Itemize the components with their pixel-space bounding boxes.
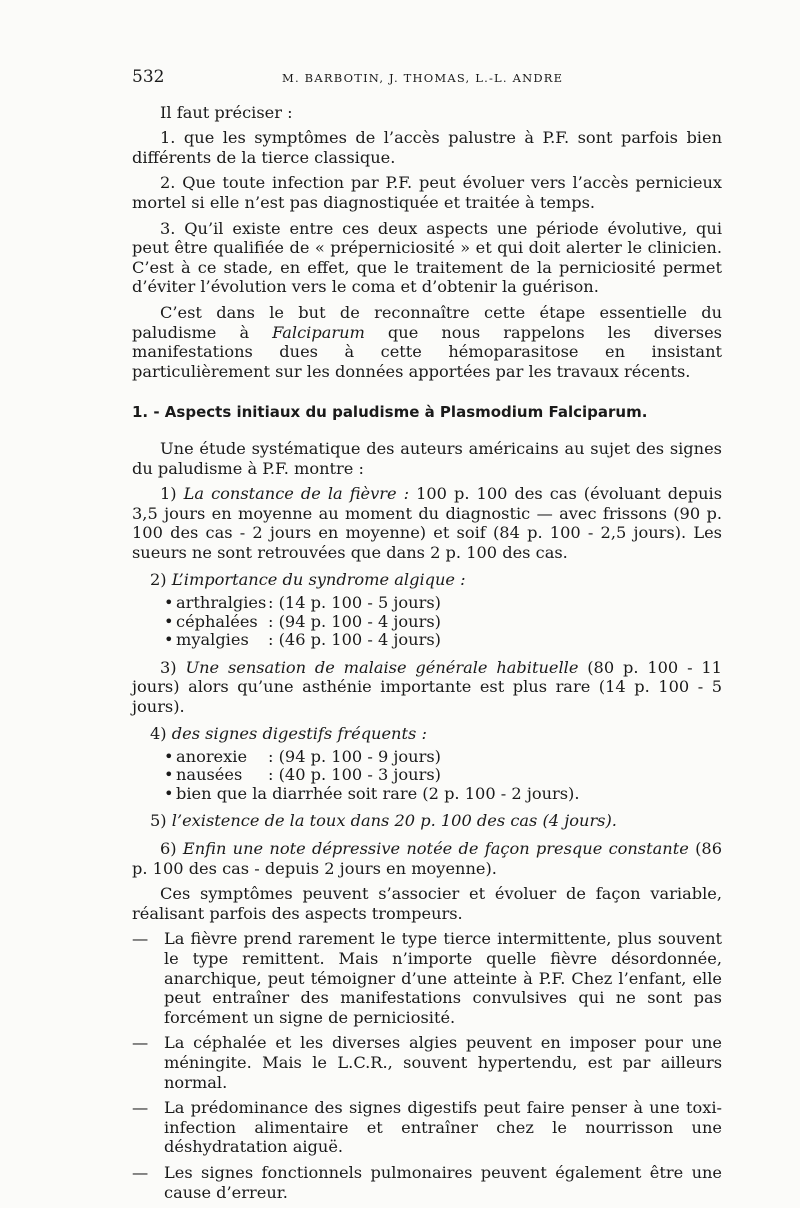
list-item: — La fièvre prend rarement le type tierce intermittente, plus souvent le type remittent. Mais n’importe quelle fièvre désordonnée, anarchique, peut témoigner d’une atteinte à P.F. Chez l’enfant, elle peut entraîner des manifestations convulsives qui ne sont pas forcément un signe de perniciosité. <box>132 929 722 1027</box>
summary: Ces symptômes peuvent s’associer et évoluer de façon variable, réalisant parfois des aspects trompeurs. <box>132 884 722 923</box>
list-item: • céphalées : (94 p. 100 - 4 jours) <box>164 611 441 631</box>
intro-point-1: 1. que les symptômes de l’accès palustre à P.F. sont parfois bien différents de la tierce classique. <box>132 128 722 167</box>
item-1: 1) La constance de la fièvre : 100 p. 100 des cas (évoluant depuis 3,5 jours en moyenne au moment du diagnostic — avec frissons (90 p. 100 des cas - 2 jours en moyenne) et soif (84 p. 100 - 2,5 jours). Les sueurs ne sont retrouvées que dans 2 p. 100 des cas. <box>132 484 723 562</box>
page-content <box>132 68 722 1208</box>
intro-lead: Il faut préciser : <box>160 102 293 122</box>
list-item: • anorexie : (94 p. 100 - 9 jours) <box>164 746 441 766</box>
item-4-heading: 4) des signes digestifs fréquents : <box>150 724 427 744</box>
list-item: • arthralgies : (14 p. 100 - 5 jours) <box>164 593 441 613</box>
list-item: — La prédominance des signes digestifs peut faire penser à une toxi-infection alimentaire et entraîner chez le nourrisson une déshydratation aiguë. <box>132 1098 722 1157</box>
list-item: — Les signes fonctionnels pulmonaires peuvent également être une cause d’erreur. <box>132 1162 722 1202</box>
item-3: 3) Une sensation de malaise générale habituelle (80 p. 100 - 11 jours) alors qu’une asthénie importante est plus rare (14 p. 100 - 5 jours). <box>132 657 722 716</box>
item-4-bullets <box>164 748 722 804</box>
section-intro: Une étude systématique des auteurs américains au sujet des signes du paludisme à P.F. montre : <box>132 438 722 478</box>
item-2-heading: 2) L’importance du syndrome algique : <box>150 570 466 590</box>
intro-closing: C’est dans le but de reconnaître cette étape essentielle du paludisme à Falciparum que nous rappelons les diverses manifestations dues à cette hémoparasitose en insistant particulièrement sur les données apportées par les travaux récents. <box>132 302 722 381</box>
item-5: 5) l’existence de la toux dans 20 p. 100 des cas (4 jours). <box>150 811 617 831</box>
section-title: 1. - Aspects initiaux du paludisme à Plasmodium Falciparum. <box>132 403 648 422</box>
running-head-authors: M. BARBOTIN, J. THOMAS, L.-L. ANDRE <box>282 71 564 85</box>
list-item: • bien que la diarrhée soit rare (2 p. 100 - 2 jours). <box>164 783 580 803</box>
intro-point-2: 2. Que toute infection par P.F. peut évoluer vers l’accès pernicieux mortel si elle n’est pas diagnostiquée et traitée à temps. <box>132 173 722 212</box>
page-number: 532 <box>132 67 165 87</box>
list-item: • myalgies : (46 p. 100 - 4 jours) <box>164 630 441 650</box>
list-item: — La céphalée et les diverses algies peuvent en imposer pour une méningite. Mais le L.C.R., souvent hypertendu, est par ailleurs normal. <box>132 1033 722 1092</box>
intro-point-3: 3. Qu’il existe entre ces deux aspects une période évolutive, qui peut être qualifiée de « préperniciosité » et qui doit alerter le clinicien. C’est à ce stade, en effet, que le traitement de la perniciosité permet d’éviter l’évolution vers le coma et d’obtenir la guérison. <box>132 218 722 297</box>
dash-list <box>132 929 722 1202</box>
item-2-bullets <box>164 594 722 650</box>
list-item: • nausées : (40 p. 100 - 3 jours) <box>164 765 441 785</box>
page-header <box>132 68 722 89</box>
item-6: 6) Enfin une note dépressive notée de façon presque constante (86 p. 100 des cas - depuis 2 jours en moyenne). <box>132 839 723 878</box>
